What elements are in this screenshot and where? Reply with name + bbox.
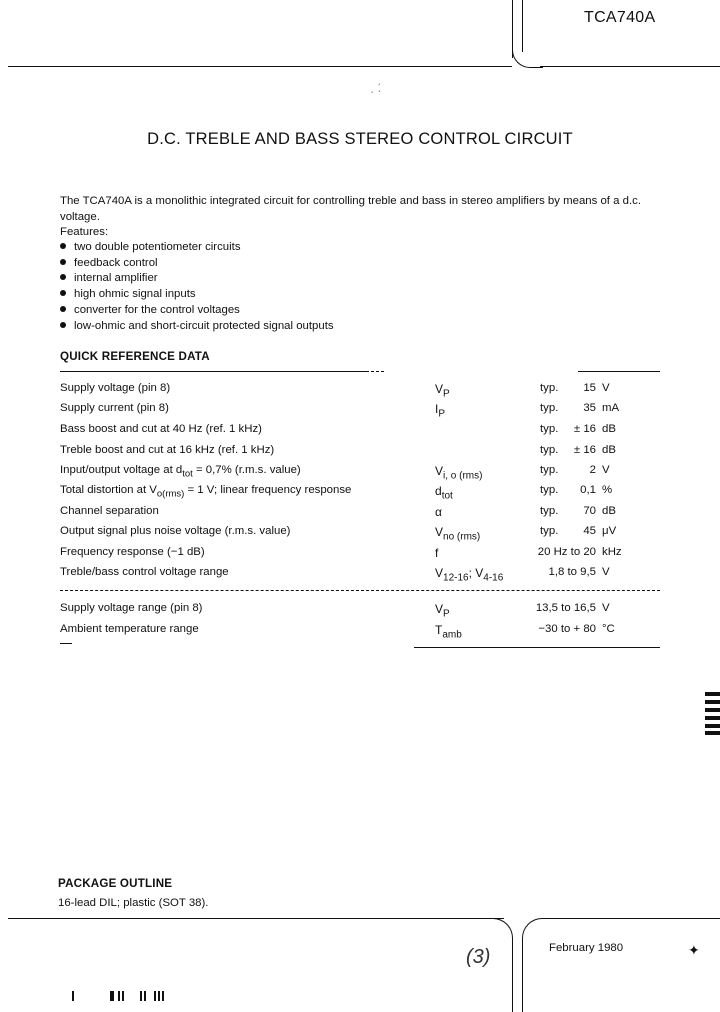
table-row bbox=[60, 566, 660, 586]
table-row bbox=[60, 505, 660, 525]
feature-item: converter for the control voltages bbox=[60, 304, 240, 316]
unit: V bbox=[602, 382, 610, 394]
value: ± 16 bbox=[573, 444, 596, 456]
parameter-label: Ambient temperature range bbox=[60, 623, 199, 635]
value: −30 to + 80 bbox=[538, 623, 596, 635]
symbol: f bbox=[435, 546, 439, 560]
value: 13,5 to 16,5 bbox=[535, 602, 596, 614]
value: 1,8 to 9,5 bbox=[548, 566, 596, 578]
edge-tab-mark bbox=[705, 716, 720, 720]
condition: typ. bbox=[540, 444, 559, 456]
unit: °C bbox=[602, 623, 615, 635]
parameter-label: Total distortion at $V_{o(rms)} = 1$ V; linear frequency response bbox=[60, 484, 352, 500]
condition: typ. bbox=[540, 464, 559, 476]
bullet-icon bbox=[60, 274, 66, 280]
edge-tab-mark bbox=[705, 692, 720, 696]
symbol: $V_P$ bbox=[435, 382, 450, 400]
table-row bbox=[60, 423, 660, 443]
symbol: $V_{no (rms)}$ bbox=[435, 525, 481, 543]
symbol: $T_{amb}$ bbox=[435, 623, 462, 641]
edge-tab-mark bbox=[705, 708, 720, 712]
table-row bbox=[60, 382, 660, 402]
parameter-label: Supply current (pin 8) bbox=[60, 402, 169, 414]
table-bottom-rule bbox=[414, 647, 660, 648]
feature-item: low-ohmic and short-circuit protected signal outputs bbox=[60, 320, 334, 332]
philips-logo-icon: ✦ bbox=[688, 942, 700, 958]
table-row bbox=[60, 444, 660, 464]
feature-item: feedback control bbox=[60, 257, 158, 269]
symbol: $I_P$ bbox=[435, 402, 446, 420]
value: 2 bbox=[589, 464, 596, 476]
table-top-rule-dash bbox=[366, 371, 384, 372]
footer-rule-right bbox=[544, 918, 720, 919]
parameter-label: Input/output voltage at $d_{tot} = 0,7\%$ (r.m.s. value) bbox=[60, 464, 301, 480]
condition: typ. bbox=[540, 525, 559, 537]
value: 20 Hz to 20 bbox=[537, 546, 596, 558]
condition: typ. bbox=[540, 484, 559, 496]
header-rule-right bbox=[540, 66, 720, 67]
table-row bbox=[60, 464, 660, 484]
unit: mA bbox=[602, 402, 620, 414]
unit: % bbox=[602, 484, 613, 496]
condition: typ. bbox=[540, 382, 559, 394]
unit: kHz bbox=[602, 546, 622, 558]
footer-rule bbox=[8, 918, 504, 919]
feature-item: two double potentiometer circuits bbox=[60, 241, 241, 253]
feature-item: high ohmic signal inputs bbox=[60, 288, 196, 300]
symbol: $d_{tot}$ bbox=[435, 484, 453, 502]
bullet-icon bbox=[60, 306, 66, 312]
parameter-label: Output signal plus noise voltage (r.m.s. value) bbox=[60, 525, 291, 537]
bullet-icon bbox=[60, 259, 66, 265]
header-divider-right bbox=[522, 0, 523, 52]
table-top-rule-right bbox=[578, 371, 660, 372]
unit: dB bbox=[602, 505, 616, 517]
table-row bbox=[60, 402, 660, 422]
footer-divider-right bbox=[522, 938, 523, 1012]
parameter-label: Treble boost and cut at 16 kHz (ref. 1 kHz) bbox=[60, 444, 275, 456]
table-bottom-rule-left bbox=[60, 643, 72, 644]
table-row bbox=[60, 602, 660, 622]
unit: μV bbox=[602, 525, 617, 537]
table-row bbox=[60, 484, 660, 504]
parameter-label: Channel separation bbox=[60, 505, 159, 517]
parameter-label: Bass boost and cut at 40 Hz (ref. 1 kHz) bbox=[60, 423, 262, 435]
condition: typ. bbox=[540, 505, 559, 517]
page-number-mark: (3) bbox=[466, 946, 491, 968]
parameter-label: Supply voltage range (pin 8) bbox=[60, 602, 203, 614]
edge-tab-mark bbox=[705, 731, 720, 735]
value: 35 bbox=[583, 402, 596, 414]
scan-tick bbox=[140, 991, 142, 1001]
scan-tick bbox=[158, 991, 160, 1001]
bullet-icon bbox=[60, 322, 66, 328]
scan-tick bbox=[118, 991, 120, 1001]
scan-tick bbox=[162, 991, 164, 1001]
table-mid-rule bbox=[60, 590, 660, 591]
symbol: $V_{i, o (rms)}$ bbox=[435, 464, 483, 482]
header-rule bbox=[8, 66, 512, 67]
package-outline-text: 16-lead DIL; plastic (SOT 38). bbox=[58, 897, 209, 909]
condition: typ. bbox=[540, 423, 559, 435]
feature-item: internal amplifier bbox=[60, 272, 158, 284]
value: 15 bbox=[583, 382, 596, 394]
table-top-rule bbox=[60, 371, 366, 372]
quick-reference-heading: QUICK REFERENCE DATA bbox=[60, 350, 210, 363]
footer-divider-left bbox=[512, 938, 513, 1012]
condition: typ. bbox=[540, 402, 559, 414]
table-row bbox=[60, 623, 660, 643]
symbol: $V_{12-16}$; $V_{4-16}$ bbox=[435, 566, 504, 584]
scan-tick bbox=[154, 991, 156, 1001]
publication-date: February 1980 bbox=[549, 942, 624, 954]
unit: dB bbox=[602, 444, 616, 456]
parameter-label: Treble/bass control voltage range bbox=[60, 566, 229, 578]
unit: V bbox=[602, 566, 610, 578]
footer-curve-right bbox=[522, 918, 547, 943]
footer-curve-left bbox=[488, 918, 513, 943]
unit: V bbox=[602, 602, 610, 614]
symbol: α bbox=[435, 505, 442, 519]
parameter-label: Frequency response (−1 dB) bbox=[60, 546, 205, 558]
package-outline-heading: PACKAGE OUTLINE bbox=[58, 877, 173, 890]
value: 70 bbox=[583, 505, 596, 517]
part-number: TCA740A bbox=[584, 9, 656, 26]
value: ± 16 bbox=[573, 423, 596, 435]
table-row bbox=[60, 525, 660, 545]
symbol: $V_P$ bbox=[435, 602, 450, 620]
value: 45 bbox=[583, 525, 596, 537]
table-row bbox=[60, 546, 660, 566]
scan-tick bbox=[144, 991, 146, 1001]
intro-paragraph: The TCA740A is a monolithic integrated circuit for controlling treble and bass in stereo amplifiers by means of a d.c. voltage. bbox=[60, 195, 641, 223]
unit: V bbox=[602, 464, 610, 476]
header-curve bbox=[512, 46, 543, 68]
page-title: D.C. TREBLE AND BASS STEREO CONTROL CIRCUIT bbox=[147, 130, 573, 148]
edge-tab-mark bbox=[705, 700, 720, 704]
scan-artifact: · ·́ bbox=[369, 83, 383, 99]
unit: dB bbox=[602, 423, 616, 435]
bullet-icon bbox=[60, 243, 66, 249]
scan-tick bbox=[110, 991, 114, 1001]
parameter-label: Supply voltage (pin 8) bbox=[60, 382, 171, 394]
bullet-icon bbox=[60, 290, 66, 296]
scan-tick bbox=[72, 991, 74, 1001]
edge-tab-mark bbox=[705, 724, 720, 728]
features-label: Features: bbox=[60, 226, 109, 238]
value: 0,1 bbox=[580, 484, 596, 496]
scan-tick bbox=[122, 991, 124, 1001]
